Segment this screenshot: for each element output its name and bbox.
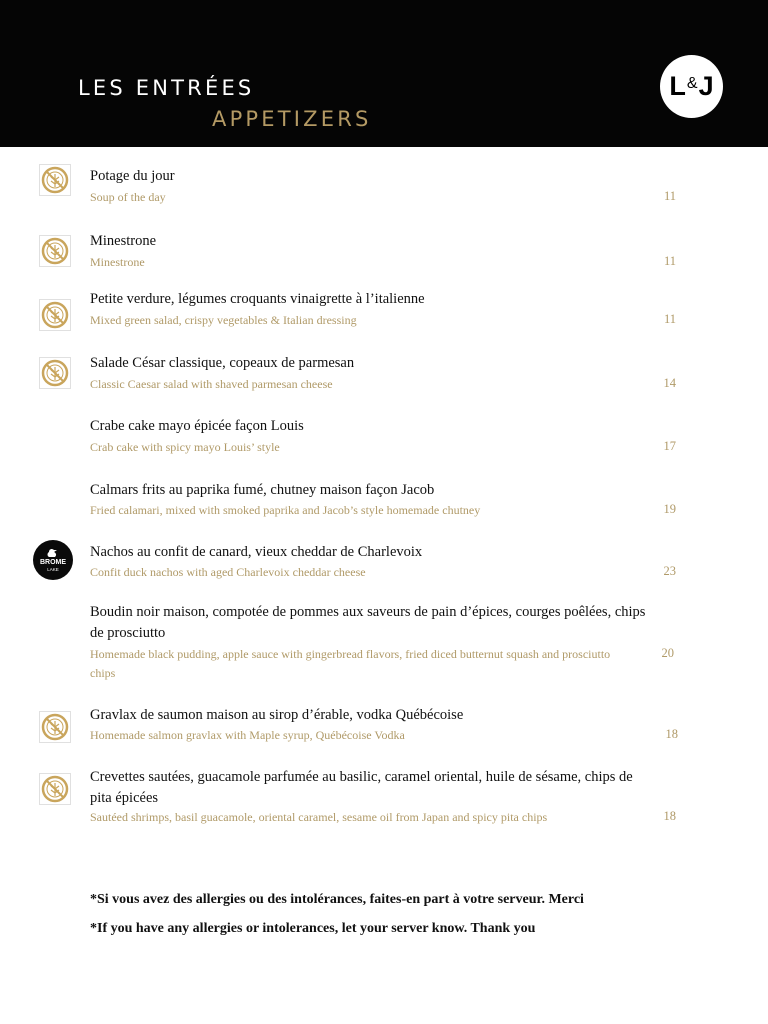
dish-name-english: Soup of the day xyxy=(90,190,166,204)
section-title-english: APPETIZERS xyxy=(212,107,372,131)
logo-ampersand: & xyxy=(686,74,698,92)
gluten-free-icon xyxy=(39,773,71,805)
dish-name-french: Petite verdure, légumes croquants vinaigrette à l’italienne xyxy=(90,291,425,307)
gluten-free-icon xyxy=(39,299,71,331)
dish-price: 11 xyxy=(663,312,676,326)
dish-name-english: Mixed green salad, crispy vegetables & Italian dressing xyxy=(90,313,357,327)
brome-logo-subword: LAKE xyxy=(47,567,59,572)
dish-price: 18 xyxy=(663,809,676,823)
dish-name-french: Minestrone xyxy=(90,233,157,249)
dish-price: 17 xyxy=(663,439,676,453)
dish-name-english: Sautéed shrimps, basil guacamole, oriental caramel, sesame oil from Japan and spicy pita chips xyxy=(90,810,548,824)
menu-header xyxy=(0,0,768,147)
dish-name-french: Nachos au confit de canard, vieux cheddar de Charlevoix xyxy=(90,544,423,560)
dish-name-english: Homemade salmon gravlax with Maple syrup, Québécoise Vodka xyxy=(90,728,405,742)
dish-name-french: Crevettes sautées, guacamole parfumée au basilic, caramel oriental, huile de sésame, chips de pita épicées xyxy=(90,769,633,806)
gluten-free-icon xyxy=(39,164,71,196)
brome-logo-word: BROME xyxy=(39,559,67,566)
restaurant-logo xyxy=(660,55,723,118)
gluten-free-icon xyxy=(39,235,71,267)
section-title-french: LES ENTRÉES xyxy=(78,76,255,100)
gluten-free-icon xyxy=(39,357,71,389)
dish-price: 23 xyxy=(663,564,676,578)
dish-name-english: Crab cake with spicy mayo Louis’ style xyxy=(90,440,280,454)
dish-price: 14 xyxy=(663,376,676,390)
dish-name-english: Classic Caesar salad with shaved parmesan cheese xyxy=(90,377,333,391)
dish-price: 19 xyxy=(663,502,676,516)
allergy-note-french: *Si vous avez des allergies ou des intolérances, faites-en part à votre serveur. Merci xyxy=(90,892,584,907)
dish-name-french: Crabe cake mayo épicée façon Louis xyxy=(90,418,304,434)
dish-price: 20 xyxy=(661,646,674,660)
dish-price: 18 xyxy=(665,727,678,741)
logo-letter-left: L xyxy=(669,71,686,101)
dish-name-english: Homemade black pudding, apple sauce with gingerbread flavors, fried diced butternut squash and prosciutto chips xyxy=(90,647,611,680)
dish-name-english: Confit duck nachos with aged Charlevoix cheddar cheese xyxy=(90,565,366,579)
dish-name-french: Potage du jour xyxy=(90,168,175,184)
brome-lake-duck-logo xyxy=(33,540,73,580)
dish-name-french: Calmars frits au paprika fumé, chutney maison façon Jacob xyxy=(90,482,435,498)
logo-letter-right: J xyxy=(698,71,714,101)
allergy-notes xyxy=(90,885,584,943)
dish-name-english: Fried calamari, mixed with smoked paprika and Jacob’s style homemade chutney xyxy=(90,503,481,517)
dish-name-french: Gravlax de saumon maison au sirop d’érable, vodka Québécoise xyxy=(90,707,464,723)
dish-price: 11 xyxy=(663,254,676,268)
dish-price: 11 xyxy=(663,189,676,203)
dish-name-french: Salade César classique, copeaux de parmesan xyxy=(90,355,355,371)
dish-name-english: Minestrone xyxy=(90,255,145,269)
gluten-free-icon xyxy=(39,711,71,743)
allergy-note-english: *If you have any allergies or intolerances, let your server know. Thank you xyxy=(90,921,536,936)
dish-name-french: Boudin noir maison, compotée de pommes aux saveurs de pain d’épices, courges poêlées, chips de prosciutto xyxy=(90,604,646,641)
